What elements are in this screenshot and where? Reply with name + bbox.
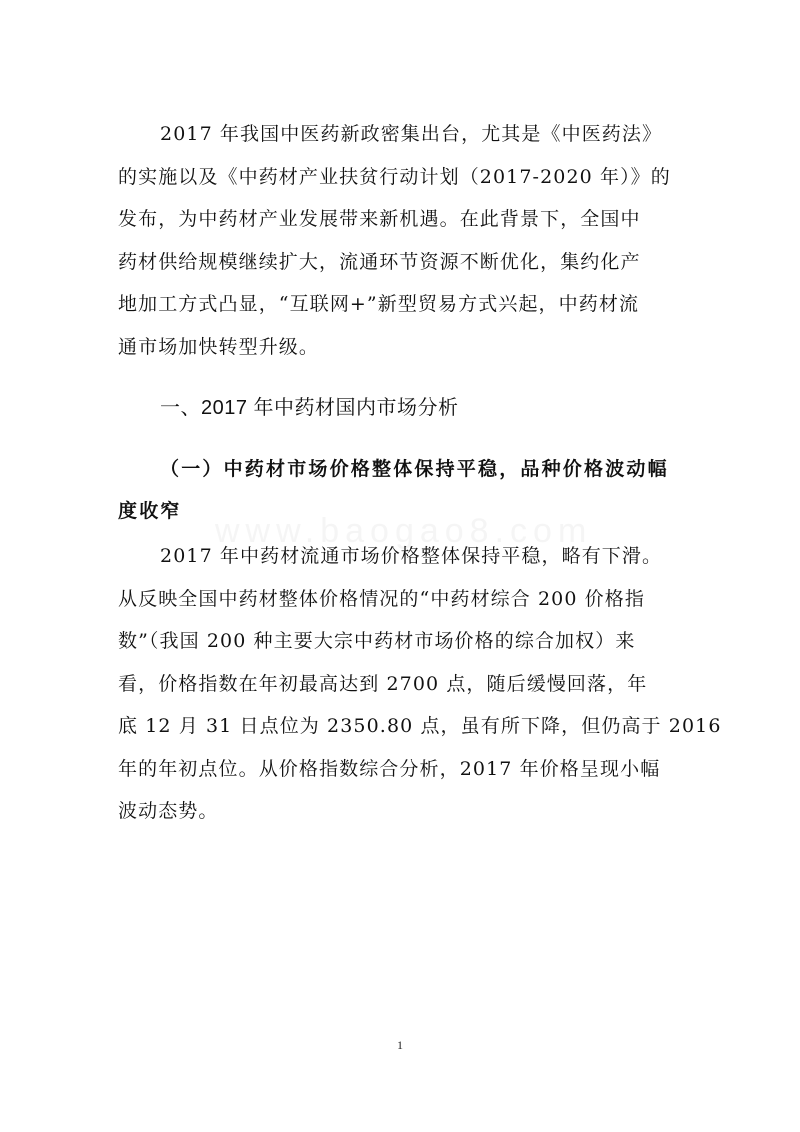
- heading-line: 度收窄: [118, 500, 182, 522]
- paragraph-line: 年的年初点位。从价格指数综合分析，2017 年价格呈现小幅: [118, 757, 661, 780]
- page-number: 1: [397, 1038, 403, 1052]
- paragraph-line: 波动态势。: [118, 800, 219, 822]
- section-heading: 一、2017 年中药材国内市场分析: [160, 397, 459, 419]
- paragraph-line: 底 12 月 31 日点位为 2350.80 点，虽有所下降，但仍高于 2016: [118, 715, 722, 737]
- paragraph-line: 发布，为中药材产业发展带来新机遇。在此背景下，全国中: [118, 208, 641, 230]
- watermark: www.baogao8.com: [215, 512, 593, 550]
- paragraph-line: 从反映全国中药材整体价格情况的“中药材综合 200 价格指: [118, 587, 645, 610]
- paragraph-line: 2017 年我国中医药新政密集出台，尤其是《中医药法》: [160, 123, 663, 145]
- paragraph-line: 的实施以及《中药材产业扶贫行动计划（2017-2020 年）》的: [118, 165, 671, 188]
- heading-line: （一）中药材市场价格整体保持平稳，品种价格波动幅: [160, 458, 669, 480]
- paragraph-line: 通市场加快转型升级。: [118, 335, 320, 358]
- intro-paragraph: [118, 113, 684, 368]
- body-paragraph: [118, 535, 722, 833]
- subsection-heading: [118, 448, 684, 532]
- paragraph-line: 2017 年中药材流通市场价格整体保持平稳，略有下滑。: [160, 545, 663, 567]
- paragraph-line: 数”（我国 200 种主要大宗中药材市场价格的综合加权）来: [118, 630, 636, 652]
- paragraph-line: 看，价格指数在年初最高达到 2700 点，随后缓慢回落，年: [118, 672, 648, 695]
- paragraph-line: 药材供给规模继续扩大，流通环节资源不断优化，集约化产: [118, 250, 641, 273]
- paragraph-line: 地加工方式凸显，“互联网+”新型贸易方式兴起，中药材流: [118, 293, 640, 315]
